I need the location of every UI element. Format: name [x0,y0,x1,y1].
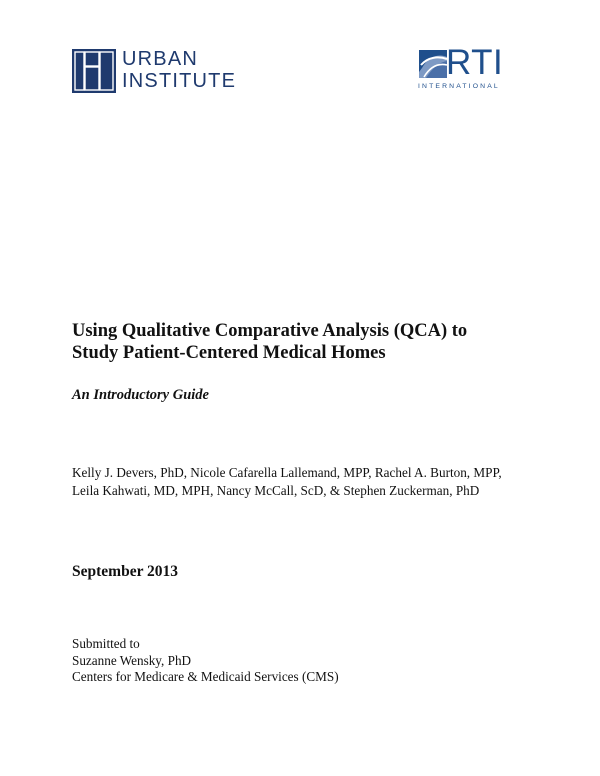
report-subtitle: An Introductory Guide [72,387,209,403]
submission-organization: Centers for Medicare & Medicaid Services (CMS) [72,669,339,684]
urban-institute-mark-icon [72,49,116,93]
title-line-2: Study Patient-Centered Medical Homes [72,343,386,363]
author-list [72,464,502,500]
urban-logo-line-1: URBAN [122,48,199,70]
report-title [72,320,532,364]
urban-institute-wordmark [122,48,236,92]
submitted-label: Submitted to [72,636,140,651]
submission-block [72,636,339,686]
urban-logo-line-2: INSTITUTE [122,70,237,92]
rti-subtitle: INTERNATIONAL [418,83,500,90]
urban-institute-logo [72,48,252,96]
authors-line-2: Leila Kahwati, MD, MPH, Nancy McCall, ScD, & Stephen Zuckerman, PhD [72,483,480,498]
submission-recipient: Suzanne Wensky, PhD [72,652,192,668]
title-line-1: Using Qualitative Comparative Analysis (QCA) to [72,321,468,341]
authors-line-1: Kelly J. Devers, PhD, Nicole Cafarella Lallemand, MPP, Rachel A. Burton, MPP, [72,465,502,480]
publication-date: September 2013 [72,563,179,580]
rti-international-logo [418,43,530,96]
rti-wordmark: RTI [446,43,504,82]
